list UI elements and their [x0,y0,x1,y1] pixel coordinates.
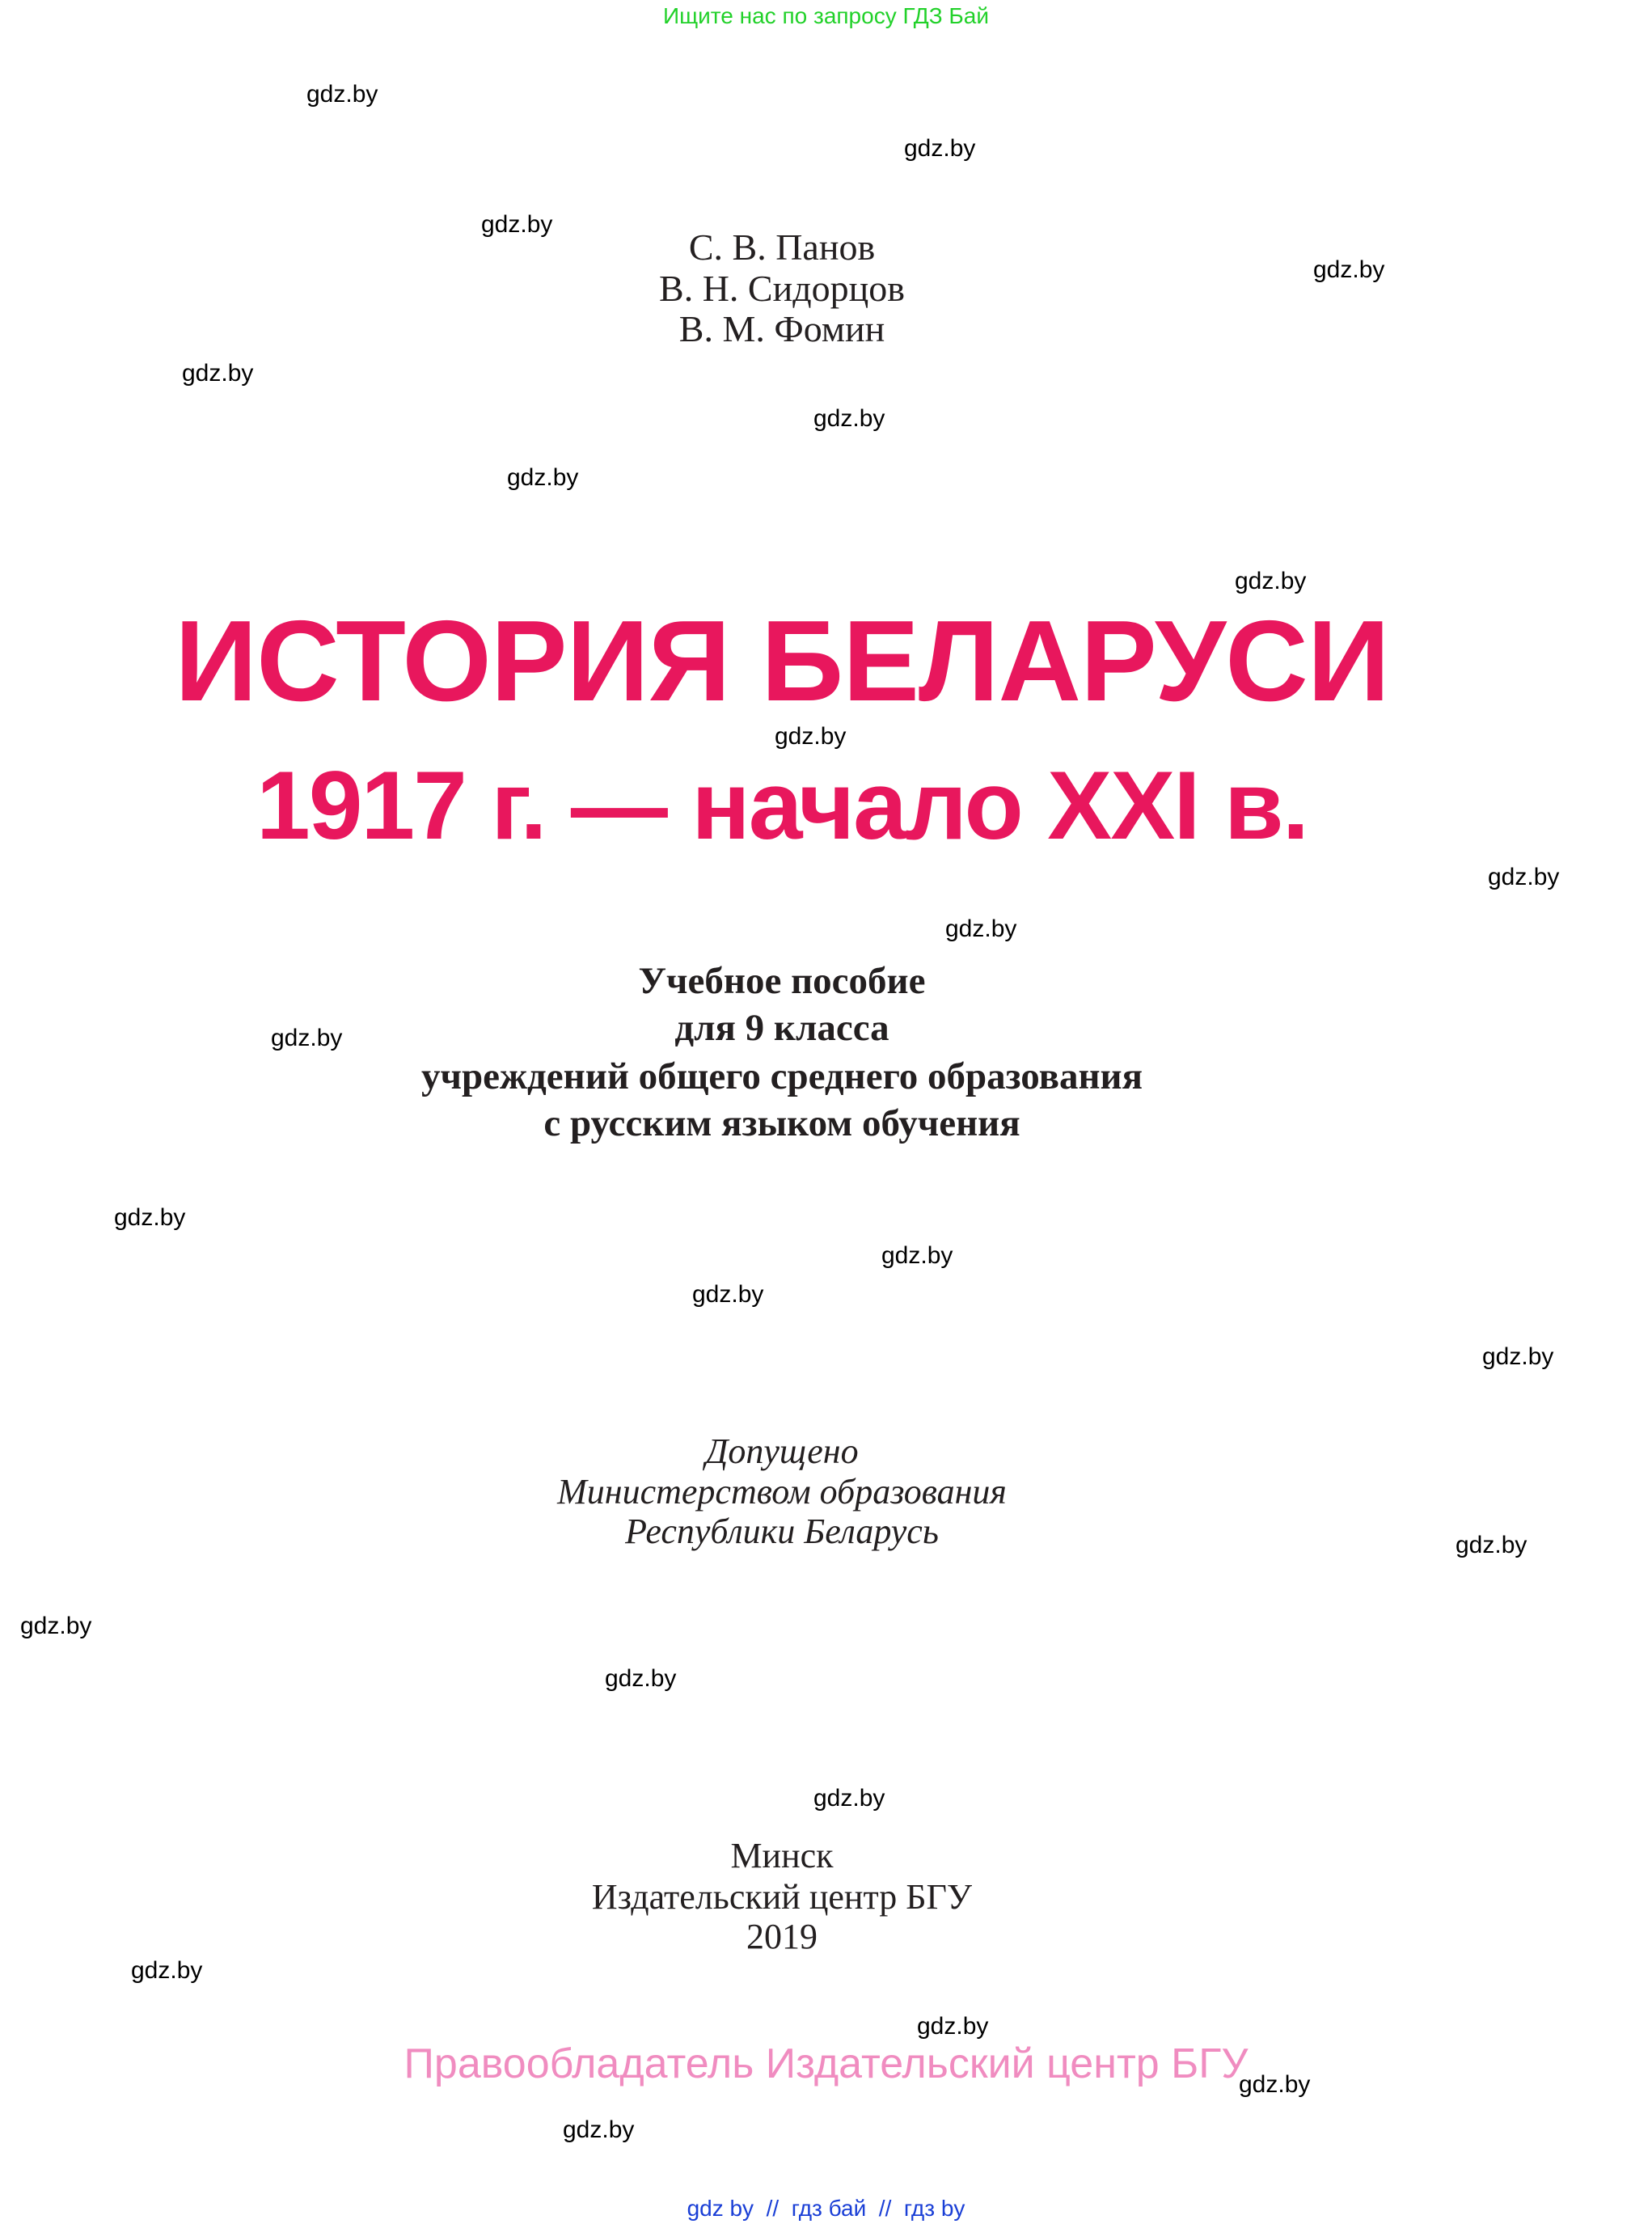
publisher-city: Минск [730,1836,834,1875]
publisher-name: Издательский центр БГУ [591,1877,973,1917]
watermark: gdz.by [945,915,1017,942]
watermark: gdz.by [306,81,378,108]
search-notice: Ищите нас по запросу ГДЗ Бай [662,3,990,28]
watermark: gdz.by [1239,2071,1311,2098]
watermark: gdz.by [605,1665,677,1692]
watermark: gdz.by [182,360,254,387]
watermark: gdz.by [1235,568,1307,594]
watermark: gdz.by [813,1785,885,1812]
rights-holder: Правообладатель Издательский центр БГУ [403,2040,1249,2087]
watermark: gdz.by [507,464,579,491]
approval-line-3: Республики Беларусь [625,1512,939,1551]
watermark: gdz.by [813,405,885,432]
author-2: В. Н. Сидорцов [659,268,905,309]
description-line-3: учреждений общего среднего образования [420,1055,1143,1097]
book-subtitle: 1917 г. — начало XXI в. [256,751,1308,860]
footer-links[interactable]: gdz by // гдз бай // гдз by [687,2196,965,2221]
watermark: gdz.by [1456,1532,1527,1558]
publication-year: 2019 [746,1917,818,1956]
watermark: gdz.by [131,1957,203,1984]
watermark: gdz.by [881,1242,953,1269]
watermark: gdz.by [775,723,847,750]
watermark: gdz.by [114,1204,186,1231]
author-1: С. В. Панов [688,226,876,268]
watermark: gdz.by [1488,864,1560,890]
watermark: gdz.by [563,2116,635,2143]
description-line-2: для 9 класса [674,1007,889,1049]
watermark: gdz.by [917,2013,989,2040]
description-line-1: Учебное пособие [638,960,926,1002]
description-line-4: с русским языком обучения [543,1102,1020,1144]
approval-line-2: Министерством образования [557,1472,1007,1512]
approval-line-1: Допущено [705,1431,859,1471]
author-3: В. М. Фомин [678,308,885,349]
watermark: gdz.by [692,1281,764,1308]
watermark: gdz.by [904,135,976,162]
watermark: gdz.by [271,1025,343,1051]
watermark: gdz.by [1482,1343,1554,1370]
book-title: ИСТОРИЯ БЕЛАРУСИ [175,597,1389,725]
watermark: gdz.by [481,211,553,238]
watermark: gdz.by [20,1613,92,1639]
watermark: gdz.by [1313,256,1385,283]
